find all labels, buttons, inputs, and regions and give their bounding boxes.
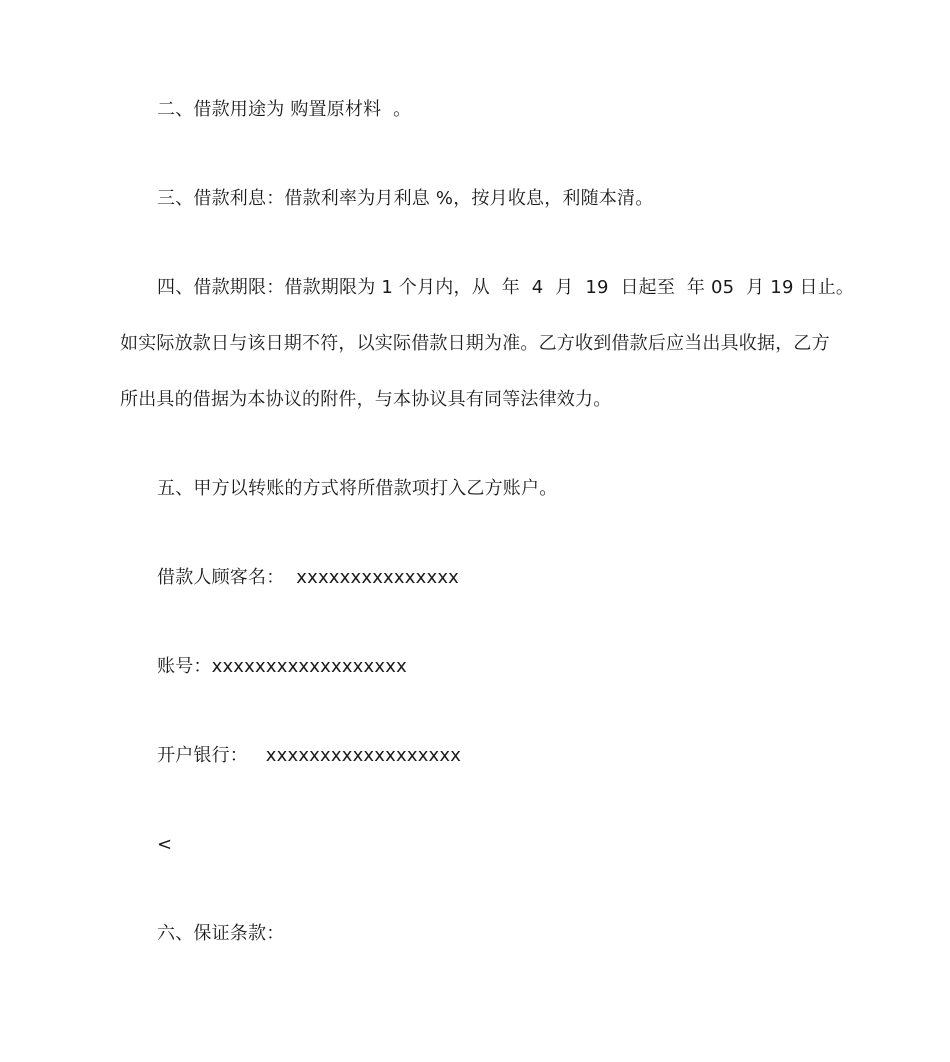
section-5-transfer-method: 五、甲方以转账的方式将所借款项打入乙方账户。 bbox=[157, 478, 558, 499]
section-4-loan-term: 四、借款期限：借款期限为 1 个月内，从 年 4 月 19 日起至 年 05 月 19 日止。 bbox=[157, 277, 855, 298]
section-2-loan-purpose: 二、借款用途为 购置原材料 。 bbox=[157, 99, 412, 120]
section-6-guarantee-heading: 六、保证条款： bbox=[157, 923, 285, 944]
account-number-line: 账号：xxxxxxxxxxxxxxxxxx bbox=[157, 656, 407, 677]
bank-line: 开户银行： xxxxxxxxxxxxxxxxxx bbox=[157, 745, 462, 766]
section-3-loan-interest: 三、借款利息：借款利率为月利息 %，按月收息，利随本清。 bbox=[157, 188, 654, 209]
stray-mark: < bbox=[157, 834, 173, 855]
borrower-name-line: 借款人顾客名： xxxxxxxxxxxxxxx bbox=[157, 567, 460, 588]
section-4-continuation-2: 所出具的借据为本协议的附件，与本协议具有同等法律效力。 bbox=[120, 389, 612, 410]
section-4-continuation-1: 如实际放款日与该日期不符，以实际借款日期为准。乙方收到借款后应当出具收据，乙方 bbox=[120, 333, 830, 354]
